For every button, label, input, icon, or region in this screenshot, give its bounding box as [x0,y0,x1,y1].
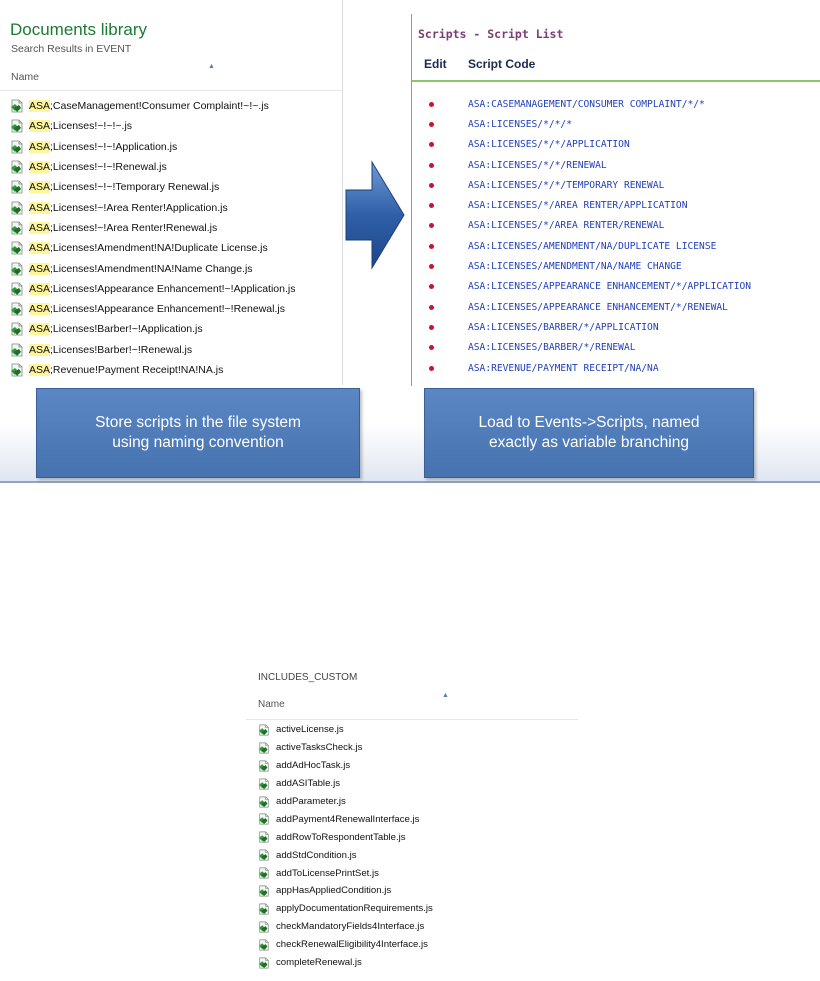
file-list-item[interactable] [258,882,576,900]
file-name: ;Licenses!Barber!~!Renewal.js [50,343,193,356]
js-script-file-icon [10,363,24,377]
script-code-link[interactable]: ASA:CASEMANAGEMENT/CONSUMER COMPLAINT/*/* [468,98,705,110]
includes-file-list [258,721,576,971]
js-script-file-icon [10,201,24,215]
script-code-link[interactable]: ASA:LICENSES/AMENDMENT/NA/DUPLICATE LICENSE [468,240,717,252]
file-list-item[interactable] [10,340,340,360]
script-code-link[interactable]: ASA:LICENSES/APPEARANCE ENHANCEMENT/*/RENEWAL [468,301,728,313]
callout-right-line2: exactly as variable branching [489,434,689,451]
file-name: activeTasksCheck.js [276,742,363,754]
script-list-title: Scripts - Script List [418,27,564,41]
js-script-file-icon [10,221,24,235]
file-list-item[interactable] [258,828,576,846]
file-name: addRowToRespondentTable.js [276,831,406,843]
store-scripts-callout [36,388,360,478]
file-name: ;Licenses!~!~!Application.js [50,140,178,153]
file-name: addStdCondition.js [276,849,357,861]
script-row [412,114,820,134]
script-row [412,195,820,215]
edit-bullet-icon[interactable] [429,183,434,188]
file-list-item[interactable] [10,279,340,299]
file-list-item[interactable] [258,721,576,739]
file-list-item[interactable] [258,918,576,936]
search-match-highlight: ASA [29,282,51,295]
search-match-highlight: ASA [29,140,51,153]
file-name: ;Licenses!~!Area Renter!Renewal.js [50,221,218,234]
script-code-link[interactable]: ASA:LICENSES/*/AREA RENTER/APPLICATION [468,200,688,212]
js-script-file-icon [258,796,270,808]
file-list-item[interactable] [10,177,340,197]
file-name: addPayment4RenewalInterface.js [276,813,420,825]
file-list-item[interactable] [258,900,576,918]
script-row [412,277,820,297]
script-row [412,155,820,175]
file-list-item[interactable] [10,157,340,177]
script-code-link[interactable]: ASA:REVENUE/PAYMENT RECEIPT/NA/NA [468,362,659,374]
script-code-link[interactable]: ASA:LICENSES/*/AREA RENTER/RENEWAL [468,220,665,232]
search-match-highlight: ASA [29,323,51,336]
search-match-highlight: ASA [29,201,51,214]
script-row [412,358,820,378]
file-name: ;Licenses!~!Area Renter!Application.js [50,201,228,214]
file-name: addToLicensePrintSet.js [276,867,379,879]
script-row [412,338,820,358]
file-name: ;Licenses!Appearance Enhancement!~!Application.js [50,282,296,295]
js-script-file-icon [258,921,270,933]
script-code-list [412,94,820,378]
script-row [412,256,820,276]
sort-ascending-icon: ▲ [208,63,215,70]
file-name: ;Licenses!~!~!~.js [50,120,133,133]
file-list-item[interactable] [258,775,576,793]
file-list-item[interactable] [10,137,340,157]
js-script-file-icon [258,742,270,754]
file-name: addParameter.js [276,796,346,807]
js-script-file-icon [258,778,270,790]
js-script-file-icon [258,813,270,825]
search-match-highlight: ASA [29,120,51,133]
callout-right-line1: Load to Events->Scripts, named [478,413,700,431]
file-name: ;CaseManagement!Consumer Complaint!~!~.js [50,100,269,113]
file-list-item[interactable] [258,793,576,811]
name-column-header[interactable] [246,689,578,720]
js-script-file-icon [258,760,270,772]
file-name: ;Licenses!~!~!Renewal.js [50,161,167,174]
search-match-highlight: ASA [29,303,51,316]
file-list-item[interactable] [258,954,576,972]
search-match-highlight: ASA [29,181,51,194]
file-list-item[interactable] [258,846,576,864]
script-code-link[interactable]: ASA:LICENSES/APPEARANCE ENHANCEMENT/*/APPLICATION [468,281,752,293]
script-code-link[interactable]: ASA:LICENSES/AMENDMENT/NA/NAME CHANGE [468,261,682,273]
load-scripts-callout [424,388,754,478]
edit-bullet-icon[interactable] [429,122,434,127]
includes-custom-pane [246,663,578,975]
file-list-item[interactable] [10,258,340,278]
edit-bullet-icon[interactable] [429,345,434,350]
file-name: addASITable.js [276,778,340,790]
edit-bullet-icon[interactable] [429,305,434,310]
name-column-label: Name [11,71,40,83]
library-title: Documents library [10,20,147,39]
file-name: addAdHocTask.js [276,760,351,772]
file-list-item[interactable] [10,197,340,217]
edit-column-header[interactable]: Edit [424,57,447,71]
file-name: checkMandatoryFields4Interface.js [276,921,425,933]
js-script-file-icon [258,957,270,969]
edit-bullet-icon[interactable] [429,284,434,289]
js-script-file-icon [258,724,270,736]
js-script-file-icon [10,99,24,113]
file-name: ;Licenses!Appearance Enhancement!~!Renewal.js [50,303,285,316]
edit-bullet-icon[interactable] [429,244,434,249]
header-divider [412,80,820,82]
file-name: activeLicense.js [276,724,344,736]
script-row [412,236,820,256]
callout-left-line1: Store scripts in the file system [95,413,301,431]
file-list-item[interactable] [10,319,340,339]
file-list-item[interactable] [10,116,340,136]
js-script-file-icon [258,885,270,897]
file-list-item[interactable] [10,238,340,258]
file-name: ;Licenses!Amendment!NA!Duplicate License.js [50,242,268,255]
edit-bullet-icon[interactable] [429,366,434,371]
search-match-highlight: ASA [29,221,51,234]
script-code-link[interactable]: ASA:LICENSES/BARBER/*/APPLICATION [468,321,659,333]
file-list-item[interactable] [258,757,576,775]
js-script-file-icon [10,262,24,276]
script-row [412,216,820,236]
script-code-link[interactable]: ASA:LICENSES/*/*/RENEWAL [468,159,607,171]
name-column-label: Name [258,699,285,710]
search-match-highlight: ASA [29,343,51,356]
js-script-file-icon [10,119,24,133]
file-list-item[interactable] [10,360,340,380]
file-name: appHasAppliedCondition.js [276,885,392,897]
file-list-item[interactable] [258,739,576,757]
script-code-link[interactable]: ASA:LICENSES/*/*/TEMPORARY RENEWAL [468,179,665,191]
script-row [412,135,820,155]
file-name: applyDocumentationRequirements.js [276,903,433,915]
file-list-item[interactable] [10,218,340,238]
documents-file-list [10,96,340,380]
js-script-file-icon [10,180,24,194]
script-code-column-header[interactable]: Script Code [468,57,536,71]
edit-bullet-icon[interactable] [429,102,434,107]
edit-bullet-icon[interactable] [429,325,434,330]
js-script-file-icon [10,302,24,316]
search-match-highlight: ASA [29,161,51,174]
js-script-file-icon [10,322,24,336]
documents-library-pane [0,0,343,385]
script-code-link[interactable]: ASA:LICENSES/*/*/* [468,118,572,130]
script-row [412,297,820,317]
file-list-item[interactable] [10,299,340,319]
callout-left-line2: using naming convention [112,434,284,451]
js-script-file-icon [10,343,24,357]
script-row [412,317,820,337]
file-name: checkRenewalEligibility4Interface.js [276,939,428,951]
js-script-file-icon [258,831,270,843]
file-name: ;Revenue!Payment Receipt!NA!NA.js [50,364,224,376]
sort-ascending-icon: ▲ [442,692,449,699]
folder-name: INCLUDES_CUSTOM [258,672,358,683]
script-code-link[interactable]: ASA:LICENSES/BARBER/*/RENEWAL [468,342,636,354]
edit-bullet-icon[interactable] [429,163,434,168]
js-script-file-icon [258,903,270,915]
js-script-file-icon [10,140,24,154]
name-column-header[interactable] [0,60,342,91]
search-match-highlight: ASA [29,262,51,275]
search-match-highlight: ASA [29,364,51,376]
js-script-file-icon [258,867,270,879]
edit-bullet-icon[interactable] [429,264,434,269]
edit-bullet-icon[interactable] [429,142,434,147]
file-list-item[interactable] [258,936,576,954]
js-script-file-icon [258,849,270,861]
script-row [412,94,820,114]
file-list-item[interactable] [258,864,576,882]
script-row [412,175,820,195]
js-script-file-icon [10,282,24,296]
edit-bullet-icon[interactable] [429,203,434,208]
library-subtitle: Search Results in EVENT [11,43,132,55]
file-name: ;Licenses!Barber!~!Application.js [50,323,203,336]
edit-bullet-icon[interactable] [429,223,434,228]
search-match-highlight: ASA [29,242,51,255]
file-name: completeRenewal.js [276,957,362,969]
script-code-link[interactable]: ASA:LICENSES/*/*/APPLICATION [468,139,630,151]
search-match-highlight: ASA [29,100,51,113]
script-list-pane [411,14,820,386]
js-script-file-icon [258,939,270,951]
file-list-item[interactable] [258,810,576,828]
top-composite-panel [0,0,820,483]
file-name: ;Licenses!Amendment!NA!Name Change.js [50,262,253,275]
js-script-file-icon [10,160,24,174]
file-list-item[interactable] [10,96,340,116]
js-script-file-icon [10,241,24,255]
file-name: ;Licenses!~!~!Temporary Renewal.js [50,181,220,194]
right-arrow-icon [342,160,406,270]
